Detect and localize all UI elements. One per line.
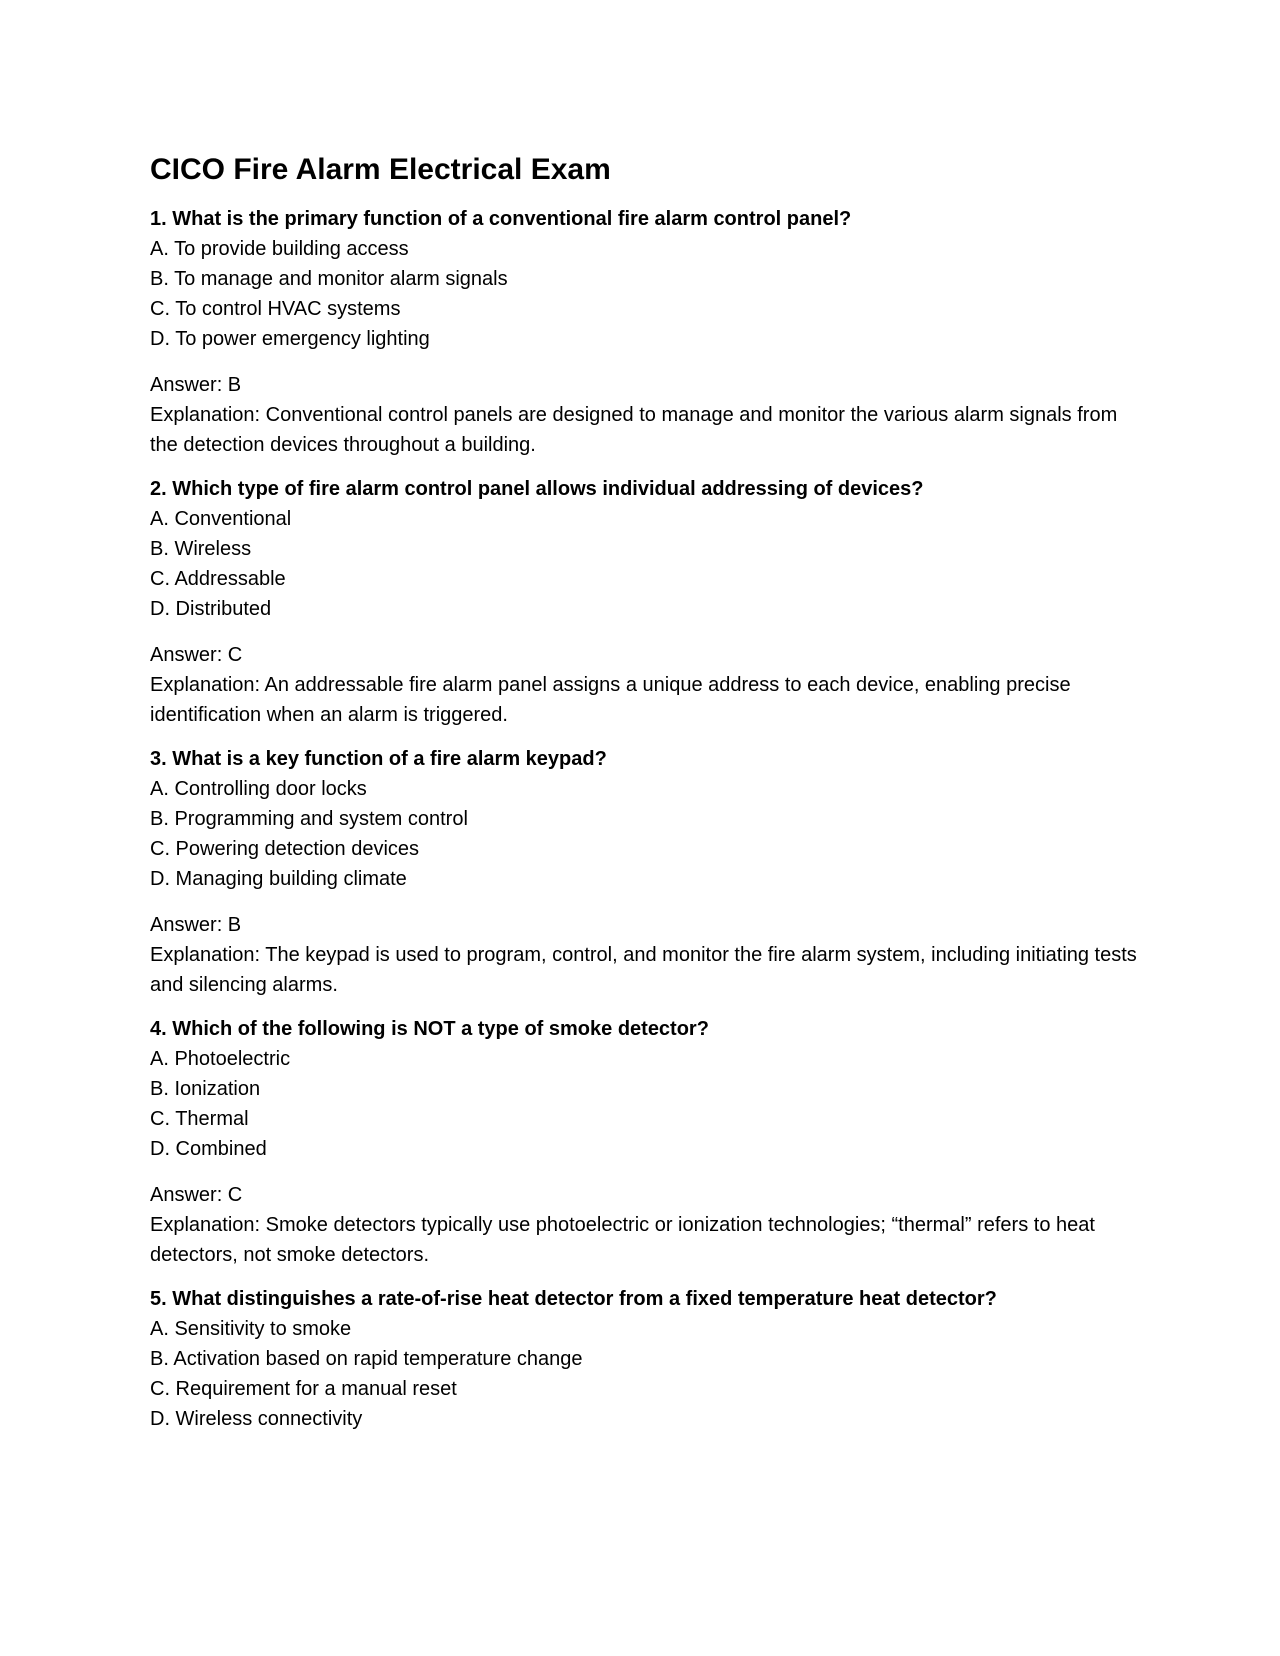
answer: Answer: C (150, 644, 243, 666)
option-a: A. Photoelectric (150, 1048, 291, 1070)
question-text: 3. What is a key function of a fire alarm keypad? (150, 748, 607, 770)
answer: Answer: B (150, 374, 242, 396)
question-5 (150, 1284, 1140, 1434)
options-list (150, 774, 1140, 894)
option-b: B. To manage and monitor alarm signals (150, 268, 508, 290)
explanation: Explanation: The keypad is used to program, control, and monitor the fire alarm system, including initiating tests and silencing alarms. (150, 944, 1137, 996)
question-text: 1. What is the primary function of a conventional fire alarm control panel? (150, 208, 852, 230)
option-c: C. Thermal (150, 1108, 249, 1130)
option-a: A. Conventional (150, 508, 292, 530)
answer-block (150, 640, 1140, 730)
option-a: A. To provide building access (150, 238, 409, 260)
explanation: Explanation: Smoke detectors typically use photoelectric or ionization technologies; “thermal” refers to heat detectors, not smoke detectors. (150, 1214, 1095, 1266)
options-list (150, 504, 1140, 624)
question-text: 5. What distinguishes a rate-of-rise heat detector from a fixed temperature heat detector? (150, 1288, 997, 1310)
explanation: Explanation: Conventional control panels are designed to manage and monitor the various alarm signals from the detection devices throughout a building. (150, 404, 1118, 456)
option-a: A. Controlling door locks (150, 778, 367, 800)
option-b: B. Activation based on rapid temperature change (150, 1348, 583, 1370)
option-d: D. Wireless connectivity (150, 1408, 363, 1430)
option-d: D. Managing building climate (150, 868, 407, 890)
question-2 (150, 474, 1140, 730)
option-c: C. Addressable (150, 568, 286, 590)
answer-block (150, 910, 1140, 1000)
option-d: D. To power emergency lighting (150, 328, 430, 350)
answer-block (150, 370, 1140, 460)
page-title: CICO Fire Alarm Electrical Exam (150, 153, 611, 186)
answer: Answer: C (150, 1184, 243, 1206)
question-text: 2. Which type of fire alarm control panel allows individual addressing of devices? (150, 478, 924, 500)
question-text: 4. Which of the following is NOT a type of smoke detector? (150, 1018, 709, 1040)
option-c: C. Powering detection devices (150, 838, 420, 860)
answer: Answer: B (150, 914, 242, 936)
options-list (150, 1044, 1140, 1164)
document-page (150, 150, 1140, 1448)
option-d: D. Combined (150, 1138, 267, 1160)
question-4 (150, 1014, 1140, 1270)
question-1 (150, 204, 1140, 460)
options-list (150, 234, 1140, 354)
answer-block (150, 1180, 1140, 1270)
option-c: C. Requirement for a manual reset (150, 1378, 457, 1400)
question-3 (150, 744, 1140, 1000)
options-list (150, 1314, 1140, 1434)
option-b: B. Programming and system control (150, 808, 468, 830)
option-b: B. Wireless (150, 538, 252, 560)
option-d: D. Distributed (150, 598, 272, 620)
option-b: B. Ionization (150, 1078, 261, 1100)
option-c: C. To control HVAC systems (150, 298, 401, 320)
explanation: Explanation: An addressable fire alarm panel assigns a unique address to each device, enabling precise identification when an alarm is triggered. (150, 674, 1071, 726)
option-a: A. Sensitivity to smoke (150, 1318, 352, 1340)
